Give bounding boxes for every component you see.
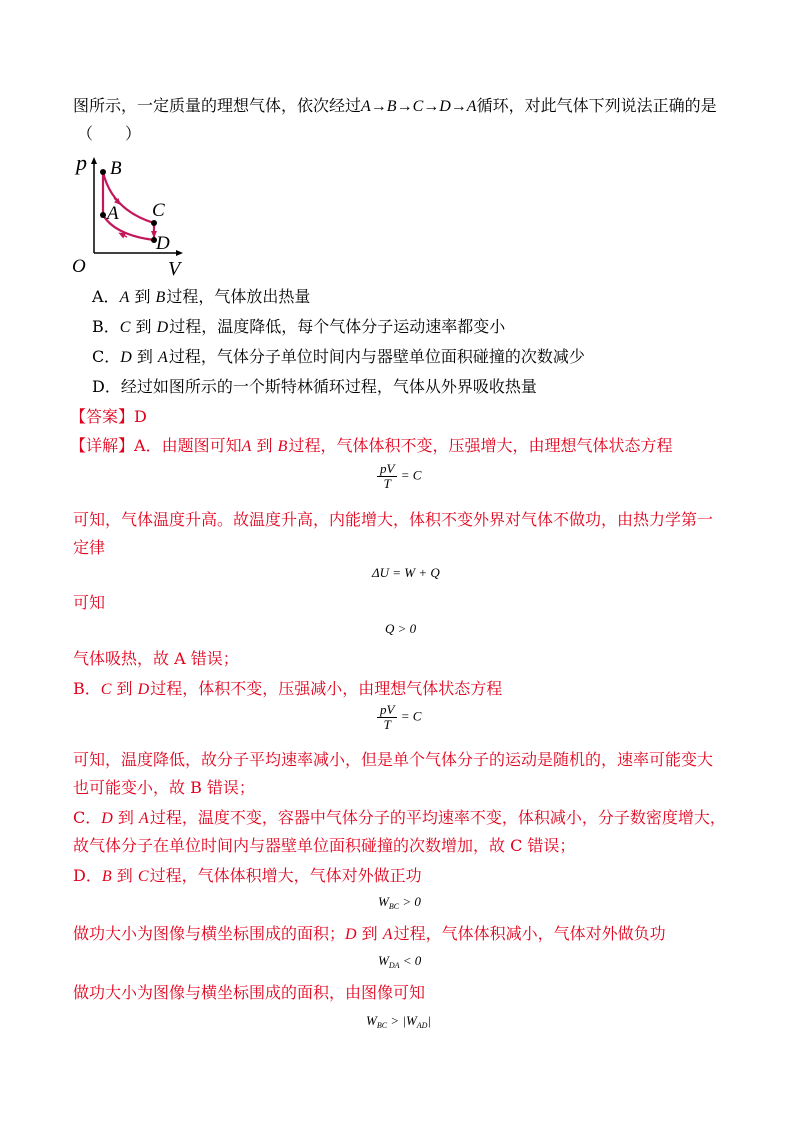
analysis-d-line2-text: 做功大小为图像与横坐标围成的面积； [73,924,346,943]
eq6-w2: W [405,1013,417,1028]
option-a-var2: B [155,289,166,306]
analysis-d-text: 过程，气体体积增大，气体对外做正功 [149,866,422,885]
point-a [100,212,106,218]
eq6-w1: W [366,1013,377,1028]
label-point-d: D [156,233,170,254]
analysis-d-var2: C [137,868,149,885]
analysis-b-line2: 可知，温度降低，故分子平均速率减小，但是单个气体分子的运动是随机的，速率可能变大 [73,750,714,769]
cycle-sequence: A→B→C→D→A [361,98,477,115]
equation-rhs: = C [400,467,422,483]
analysis-c-line2: 故气体分子在单位时间内与器壁单位面积碰撞的次数增加，故 C 错误； [73,836,576,855]
analysis-c-text: 过程，温度不变，容器中气体分子的平均速率不变，体积减小，分子数密度增大， [149,808,726,827]
label-origin: O [72,256,86,277]
eq6-end: | [427,1013,432,1028]
analysis-d-var1: B [101,868,112,885]
eq5-rhs: < 0 [402,953,422,968]
analysis-b-line3: 也可能变小，故 B 错误； [73,778,255,797]
eq4-subscript: BC [388,902,400,911]
equation-w-bc [378,894,421,911]
option-c-text: 过程，气体分子单位时间内与器壁单位面积碰撞的次数减少 [168,347,585,366]
analysis-c-var2: A [139,810,149,827]
option-a-prefix: A． [92,287,120,306]
analysis-d-line2-end: 过程，气体体积减小，气体对外做负功 [393,924,666,943]
analysis-a-to: 到 [256,436,273,455]
analysis-d-line2 [73,922,666,947]
answer-parentheses: （ ） [77,124,142,143]
equation-first-law: ΔU = W + Q [372,565,440,580]
analysis-a-line2: 可知，气体温度升高。故温度升高，内能增大，体积不变外界对气体不做功，由热力学第一 [73,510,714,529]
analysis-b-prefix: B． [73,679,101,698]
eq5-subscript: DA [388,961,400,970]
analysis-d-prefix: D． [73,866,102,885]
analysis-a-line1 [70,434,672,459]
analysis-d-line2-to: 到 [361,924,378,943]
analysis-b-var1: C [100,681,112,698]
analysis-d-to: 到 [116,866,133,885]
analysis-a-line3: 定律 [73,538,106,557]
analysis-a-line5: 气体吸热，故 A 错误； [73,649,239,668]
option-d-prefix: D． [92,377,121,396]
option-a-var1: A [119,289,130,306]
analysis-a-var2: B [277,438,288,455]
option-b-var2: D [156,319,169,336]
eq4-rhs: > 0 [402,894,421,909]
analysis-c-to: 到 [117,808,134,827]
option-b-var1: C [119,319,131,336]
eq6-sub2: AD [416,1021,428,1030]
option-b-to: 到 [135,317,152,336]
option-b [92,315,505,340]
answer-label: 【答案】 [70,407,135,426]
analysis-label: 【详解】 [70,436,135,455]
analysis-c-line1 [73,806,726,831]
fraction-2-denominator: T [383,717,391,732]
label-point-c: C [152,200,165,221]
eq5-w: W [378,953,389,968]
option-c [92,345,585,370]
analysis-c-prefix: C． [73,808,102,827]
option-b-text: 过程，温度降低，每个气体分子运动速率都变小 [169,317,506,336]
label-point-b: B [110,158,122,179]
analysis-b-text: 过程，体积不变，压强减小，由理想气体状态方程 [150,679,503,698]
eq6-sub1: BC [376,1021,388,1030]
analysis-a-prefix: A．由题图可知 [134,436,242,455]
analysis-d-line2-var2: A [382,926,393,943]
arrow-d-to-a [121,234,127,237]
fraction-2 [377,703,397,732]
eq4-w: W [378,894,389,909]
option-c-var1: D [120,349,132,366]
answer-line [70,405,147,429]
question-line-1 [73,94,717,119]
equation-state-2 [377,703,421,732]
analysis-b-line1 [73,677,502,702]
fraction-denominator: T [383,476,391,491]
point-b [100,169,106,175]
analysis-d-line3: 做功大小为图像与横坐标围成的面积，由图像可知 [73,983,426,1002]
analysis-d-line2-var1: D [345,926,357,943]
eq6-mid: > | [390,1013,406,1028]
equation-q-positive: Q > 0 [385,621,417,636]
option-c-to: 到 [136,347,153,366]
analysis-c-var1: D [101,810,113,827]
equation-w-da [378,953,421,970]
label-v: V [168,258,181,280]
option-a-to: 到 [134,287,151,306]
option-d [92,375,537,399]
option-c-prefix: C． [92,347,121,366]
label-p: p [76,150,87,175]
option-c-var2: A [158,349,168,366]
analysis-d-line1 [73,864,422,889]
analysis-a-var1: A [241,438,252,455]
fraction-numerator: pV [377,462,397,477]
fraction-2-numerator: pV [377,703,397,718]
pv-diagram [70,150,200,280]
option-a [92,285,310,310]
analysis-b-to: 到 [116,679,133,698]
fraction [377,462,397,491]
analysis-a-line4: 可知 [73,593,106,612]
option-d-text: 经过如图所示的一个斯特林循环过程，气体从外界吸收热量 [120,377,537,396]
equation-state-1 [377,462,421,491]
equation-compare [366,1013,431,1030]
option-a-text: 过程，气体放出热量 [166,287,311,306]
option-b-prefix: B． [92,317,120,336]
analysis-b-var2: D [137,681,150,698]
equation-2-rhs: = C [400,708,422,724]
question-text: 图所示，一定质量的理想气体，依次经过 [73,96,362,115]
analysis-a-text: 过程，气体体积不变，压强增大，由理想气体状态方程 [288,436,673,455]
answer-value: D [134,407,147,426]
question-text-end: 循环，对此气体下列说法正确的是 [476,96,717,115]
label-point-a: A [107,203,119,224]
